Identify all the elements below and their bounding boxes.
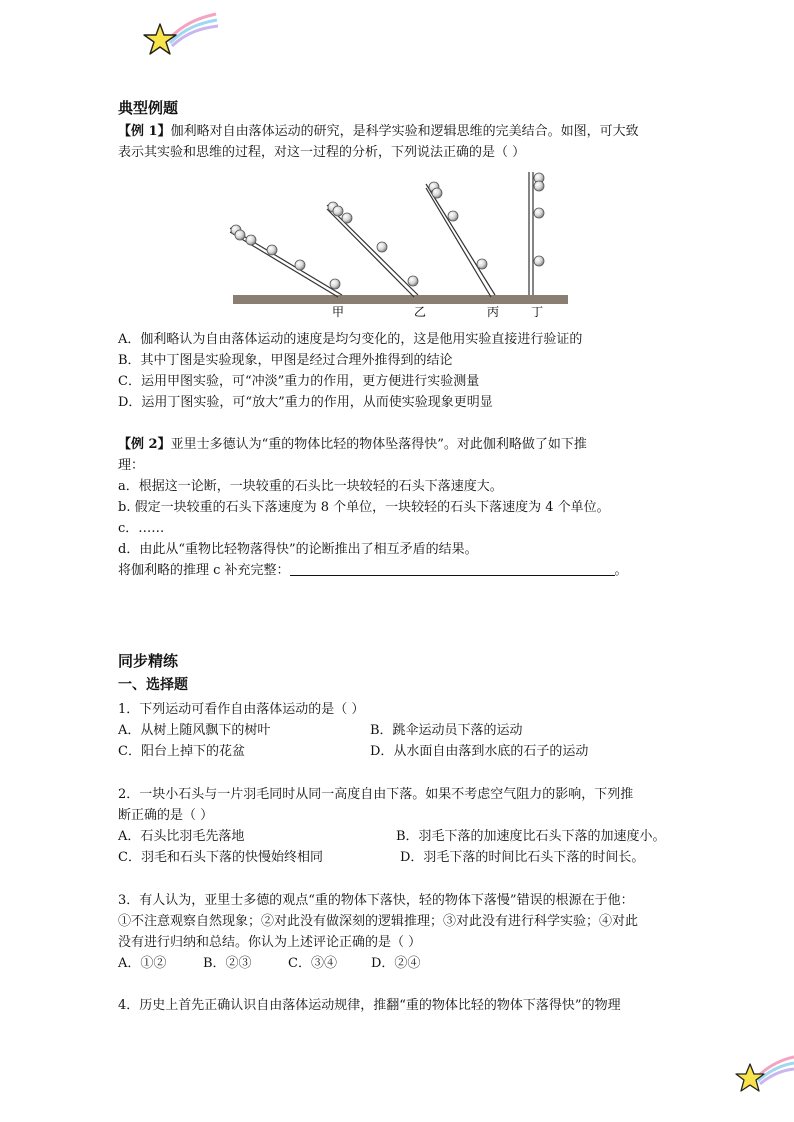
ball	[534, 208, 544, 218]
example1-option-a: A．伽利略认为自由落体运动的速度是均匀变化的，这是他用实验直接进行验证的	[118, 332, 583, 347]
q3-option-d: D．②④	[371, 956, 421, 971]
ball	[534, 181, 544, 191]
example1-stem-line2: 表示其实验和思维的过程，对这一过程的分析，下列说法正确的是（ ）	[118, 145, 526, 160]
q1-option-a: A．从树上随风飘下的树叶	[118, 723, 271, 738]
q1-option-d: D．从水面自由落到水底的石子的运动	[370, 744, 589, 759]
figure-label-yi: 乙	[414, 305, 427, 319]
answer-blank[interactable]	[290, 561, 615, 576]
example2-step-d: d．由此从“重物比轻物落得快”的论断推出了相互矛盾的结果。	[118, 542, 478, 557]
inclined-plane-figure	[225, 168, 570, 320]
ball	[333, 206, 343, 216]
ball	[246, 235, 256, 245]
section-title-sync-practice: 同步精练	[118, 652, 179, 670]
example1-option-b: B．其中丁图是实验现象，甲图是经过合理外推得到的结论	[118, 353, 453, 368]
ball	[432, 188, 442, 198]
example2-stem-line1: 【例 2】亚里士多德认为“重的物体比轻的物体坠落得快”。对此伽利略做了如下推	[118, 437, 587, 452]
q3-stem-line2: ①不注意观察自然现象；②对此没有做深刻的逻辑推理；③对此没有进行科学实验；④对此	[118, 914, 639, 929]
ball	[448, 211, 458, 221]
q2-option-a: A．石头比羽毛先落地	[118, 829, 245, 844]
ground	[233, 295, 568, 304]
ball	[235, 230, 245, 240]
figure-label-bing: 丙	[487, 305, 500, 319]
q3-stem-line3: 没有进行归纳和总结。你认为上述评论正确的是（ ）	[118, 935, 422, 950]
ball	[477, 259, 487, 269]
q3-option-c: C．③④	[288, 956, 337, 971]
example2-step-b: b. 假定一块较重的石头下落速度为 8 个单位，一块较轻的石头下落速度为 4 个单位。	[118, 500, 610, 515]
example1-option-d: D．运用丁图实验，可“放大”重力的作用，从而使实验现象更明显	[118, 395, 493, 410]
ball	[342, 213, 352, 223]
example2-step-a: a．根据这一论断，一块较重的石头比一块较轻的石头下落速度大。	[118, 479, 503, 494]
q1-option-b: B．跳伞运动员下落的运动	[370, 723, 523, 738]
q4-stem-line1: 4．历史上首先正确认识自由落体运动规律，推翻“重的物体比轻的物体下落得快”的物理	[118, 998, 621, 1013]
q2-stem-line2: 断正确的是（ ）	[118, 808, 214, 823]
q2-option-b: B．羽毛下落的加速度比石头下落的加速度小。	[396, 829, 666, 844]
q2-stem-line1: 2．一块小石头与一片羽毛同时从同一高度自由下落。如果不考虑空气阻力的影响，下列推	[118, 787, 634, 802]
ball	[295, 260, 305, 270]
q1-stem: 1．下列运动可看作自由落体运动的是（ ）	[118, 702, 365, 717]
figure-label-ding: 丁	[531, 305, 544, 319]
star-decoration-icon	[138, 10, 218, 62]
q2-option-c: C．羽毛和石头下落的快慢始终相同	[118, 850, 323, 865]
example2-stem-line2: 理：	[118, 458, 145, 473]
ball	[330, 279, 340, 289]
q3-option-a: A．①②	[118, 956, 167, 971]
star-decoration-bottom-icon	[732, 1052, 794, 1102]
q2-option-d: D．羽毛下落的时间比石头下落的时间长。	[400, 850, 645, 865]
example2-tag: 【例 2】	[118, 437, 171, 452]
example1-stem-line1: 【例 1】伽利略对自由落体运动的研究，是科学实验和逻辑思维的完美结合。如图，可大致	[118, 124, 639, 139]
example2-step-c: c．……	[118, 521, 165, 536]
ball	[534, 256, 544, 266]
q3-stem-line1: 3．有人认为，亚里士多德的观点“重的物体下落快，轻的物体下落慢”错误的根源在于他：	[118, 893, 634, 908]
q1-option-c: C．阳台上掉下的花盆	[118, 744, 245, 759]
example1-option-c: C．运用甲图实验，可“冲淡”重力的作用，更方便进行实验测量	[118, 374, 480, 389]
q3-option-b: B．②③	[203, 956, 252, 971]
ball	[408, 276, 418, 286]
figure-label-jia: 甲	[332, 305, 345, 319]
section-title-typical-examples: 典型例题	[118, 99, 179, 117]
ball	[267, 245, 277, 255]
example1-tag: 【例 1】	[118, 124, 171, 139]
section-subtitle-choice: 一、选择题	[118, 677, 188, 693]
ball	[377, 242, 387, 252]
example2-fill-line: 将伽利略的推理 c 补充完整： 。	[118, 563, 628, 578]
